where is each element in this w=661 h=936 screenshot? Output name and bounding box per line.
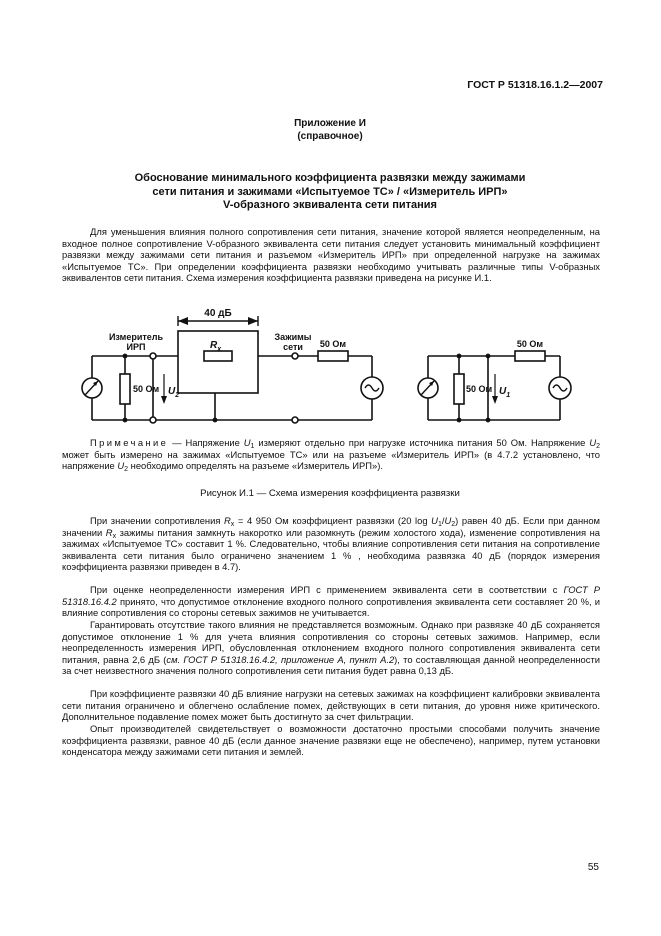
title-line-1: Обоснование минимального коэффициента развязки между зажимами [134, 172, 526, 184]
title-line-2: сети питания и зажимами «Испытуемое ТС» / «Измеритель ИРП» [152, 185, 508, 198]
node-right-shunt-bottom [457, 418, 462, 423]
appendix-title: Приложение И [294, 118, 366, 129]
intro-paragraph: Для уменьшения влияния полного сопротивления сети питания, значение которой является неопределенным, на входное полное сопротивление V-образного эквивалента сети питания следует установить минимальный коэффициент развязки между зажимами сети питания и разъемом «Измеритель ИРП» при определенной нагрузке на зажимах «Испытуемое ТС». При определении коэффициента развязки необходимо учитывать различные типы V-образных эквивалентов сети питания. Схема измерения коэффициента развязки приведена на рисунке И.1. [62, 226, 600, 283]
u1-arrowhead [492, 396, 498, 404]
note-label: Примечание [90, 437, 169, 448]
attenuation-arrowhead-right [248, 317, 258, 325]
right-shunt-resistor-label: 50 Ом [466, 384, 493, 394]
standard-header: ГОСТ Р 51318.16.1.2—2007 [467, 79, 603, 91]
node-ground [213, 418, 218, 423]
mains-label-2: сети [283, 342, 303, 352]
figure-caption: Рисунок И.1 — Схема измерения коэффициента развязки [200, 488, 460, 499]
meter-label-2: ИРП [126, 342, 146, 352]
rx-label: $R_x$ [210, 340, 222, 353]
body-paragraph-2: При оценке неопределенности измерения ИРП с применением эквивалента сети в соответствии с ГОСТ Р 51318.16.4.2 принято, что допустимое отклонение входного полного сопротивления эквивалента сети составляет 20 %, и влияние сопротивления со стороны сетевых зажимов не учитывается. [62, 584, 600, 618]
lisn-box [178, 331, 258, 393]
node-u1-top [486, 354, 491, 359]
appendix-subtitle: (справочное) [297, 131, 363, 142]
body-paragraph-4: При коэффициенте развязки 40 дБ влияние нагрузки на сетевых зажимах на коэффициент калибровки эквивалента сети питания ограничено и облегчено ослабление помех, действующих в сети питания, до уровня ниже критического. Дополнительное подавление помех может быть достигнуто за счет фильтрации. [62, 688, 600, 722]
body-paragraph-3: Гарантировать отсутствие такого влияния не представляется возможным. Однако при развязке 40 дБ сохраняется допустимое отклонение 1 % для учета влияния сопротивления со стороны сетевых зажимов. Например, если неопределенность измерения ИРП, обусловленная отклонением входного полного сопротивления эквивалента сети питания, равна 2,6 дБ (см. ГОСТ Р 51318.16.4.2, приложение А, пункт А.2), то составляющая данной неопределенности за счет неизвестного значения полного сопротивления сети питания будет равна 0,13 дБ. [62, 619, 600, 676]
page-number: 55 [587, 862, 599, 873]
u1-label: $U_1$ [499, 386, 511, 399]
resistor-50-left [120, 374, 130, 404]
attenuation-arrowhead-left [178, 317, 188, 325]
body-paragraph-1: При значении сопротивления $R_x = 4$ 950 Ом коэффициент развязки (20 $\log U_1/U_2$) равен 40 дБ. Если при данном значении $R_x$ зажимы питания замкнуть накоротко или разомкнуть (режим холостого хода), изменение сопротивления на зажимах «Испытуемое ТС» составит 1 %. Следовательно, чтобы влияние сопротивления сети питания на сопротивление эквивалента сети питания было ограничено значением 1 % , необходима развязка 40 дБ (порядок измерения коэффициента развязки приведен в 4.7). [62, 515, 600, 572]
body-paragraph-5: Опыт производителей свидетельствует о возможности достаточно простыми способами получить значение коэффициента развязки, равное 40 дБ (если данное значение развязки еще не обеспечено), например, путем установки конденсатора между зажимами сети питания и землей. [62, 723, 600, 757]
u2-arrowhead [161, 396, 167, 404]
mains-label-1: Зажимы [274, 332, 312, 342]
node-u1-bottom [486, 418, 491, 423]
attenuation-label: 40 дБ [204, 308, 232, 319]
shunt-resistor-label: 50 Ом [133, 384, 160, 394]
node-shunt-top [123, 354, 128, 359]
title-line-3: V-образного эквивалента сети питания [223, 199, 437, 211]
terminal-meter-top [150, 353, 156, 359]
resistor-50-right-top [515, 351, 545, 361]
node-right-shunt-top [457, 354, 462, 359]
meter-label-1: Измеритель [108, 332, 164, 342]
mains-resistor-label: 50 Ом [319, 339, 347, 349]
figure-note: Примечание — Напряжение $U_1$ измеряют отдельно при нагрузке источника питания 50 Ом. Напряжение $U_2$ может быть измерено на зажимах «Испытуемое ТС» или на разъеме «Измеритель ИРП» (в 4.7.2 установлено, что напряжение $U_2$ необходимо определять на разъеме «Измеритель ИРП»). [62, 437, 600, 473]
node-shunt-bottom [123, 418, 128, 423]
right-top-resistor-label: 50 Ом [516, 339, 544, 349]
terminal-meter-bottom [150, 417, 156, 423]
resistor-50-mains [318, 351, 348, 361]
u2-label: $U_2$ [168, 386, 180, 399]
terminal-mains-top [292, 353, 298, 359]
resistor-50-right-shunt [454, 374, 464, 404]
terminal-mains-bottom [292, 417, 298, 423]
